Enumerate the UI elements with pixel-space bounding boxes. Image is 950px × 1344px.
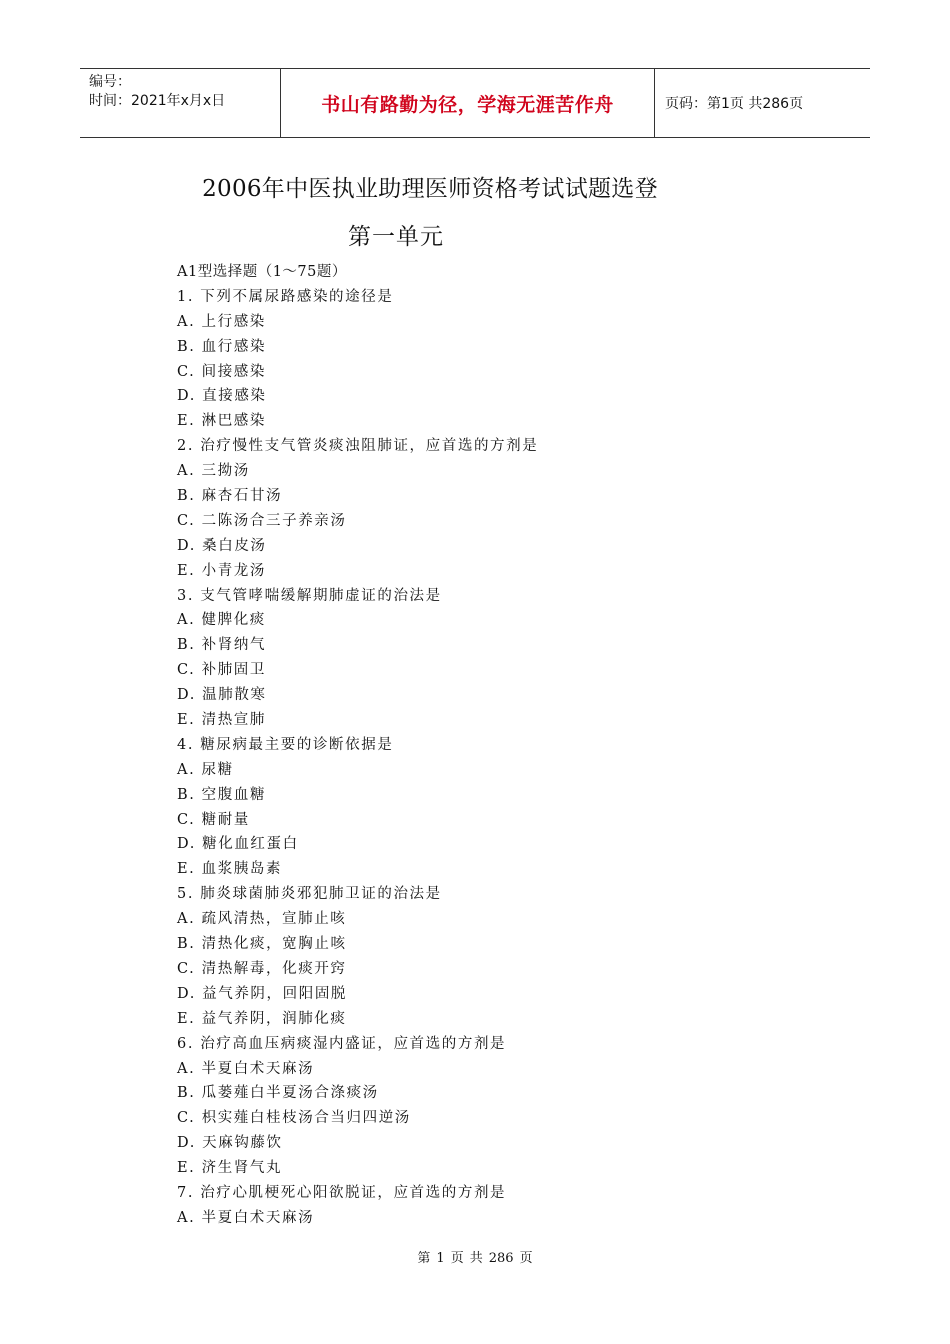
page-footer [0, 1247, 950, 1266]
option-line: A. 三拗汤 [177, 463, 250, 480]
option-line: E. 小青龙汤 [177, 562, 267, 579]
footer-total-unit: 页 [519, 1251, 533, 1266]
number-label: 编号： [89, 74, 131, 90]
header-meta-cell [80, 69, 281, 137]
option-line: E. 淋巴感染 [177, 413, 267, 430]
motto-text: 书山有路勤为径，学海无涯苦作舟 [321, 93, 614, 116]
section-heading: A1型选择题（1～75题） [177, 264, 347, 280]
footer-page-unit: 页 [450, 1251, 464, 1266]
option-line: B. 空腹血糖 [177, 786, 267, 803]
page-label: 页码：第1页 共286页 [665, 96, 804, 112]
option-line: A. 健脾化痰 [177, 612, 266, 629]
footer-total-word: 共 [469, 1251, 483, 1266]
option-line: E. 益气养阴，润肺化痰 [177, 1010, 347, 1027]
option-line: C. 枳实薤白桂枝汤合当归四逆汤 [177, 1110, 411, 1127]
option-line: D. 天麻钩藤饮 [177, 1135, 283, 1152]
document-subtitle: 第一单元 [348, 224, 444, 250]
option-line: B. 麻杏石甘汤 [177, 488, 283, 505]
question-line: 4. 糖尿病最主要的诊断依据是 [177, 736, 394, 753]
option-line: A. 上行感染 [177, 313, 266, 330]
option-line: E. 血浆胰岛素 [177, 861, 283, 878]
option-line: D. 直接感染 [177, 388, 267, 405]
question-line: 1. 下列不属尿路感染的途径是 [177, 288, 394, 305]
option-line: C. 清热解毒，化痰开窍 [177, 960, 347, 977]
option-line: E. 清热宣肺 [177, 712, 267, 729]
option-line: C. 间接感染 [177, 363, 266, 380]
option-line: E. 济生肾气丸 [177, 1160, 283, 1177]
document-title: 2006年中医执业助理医师资格考试试题选登 [202, 176, 658, 202]
question-line: 7. 治疗心肌梗死心阳欲脱证，应首选的方剂是 [177, 1184, 507, 1201]
option-line: C. 二陈汤合三子养亲汤 [177, 512, 347, 529]
option-line: B. 补肾纳气 [177, 637, 267, 654]
option-line: A. 尿糖 [177, 761, 234, 778]
header-page-cell [655, 69, 870, 137]
option-line: D. 糖化血红蛋白 [177, 836, 299, 853]
page-header [80, 68, 870, 138]
option-line: D. 桑白皮汤 [177, 537, 267, 554]
question-line: 2. 治疗慢性支气管炎痰浊阻肺证，应首选的方剂是 [177, 438, 539, 455]
option-line: D. 温肺散寒 [177, 687, 267, 704]
footer-page-word: 第 [417, 1251, 431, 1266]
option-line: A. 半夏白术天麻汤 [177, 1060, 315, 1077]
option-line: A. 疏风清热，宣肺止咳 [177, 911, 347, 928]
option-line: B. 瓜蒌薤白半夏汤合涤痰汤 [177, 1085, 379, 1102]
option-line: B. 清热化痰，宽胸止咳 [177, 936, 347, 953]
option-line: B. 血行感染 [177, 338, 267, 355]
question-content [177, 260, 538, 1231]
footer-page-number: 1 [436, 1251, 445, 1266]
question-line: 3. 支气管哮喘缓解期肺虚证的治法是 [177, 587, 442, 604]
option-line: C. 补肺固卫 [177, 662, 266, 679]
option-line: C. 糖耐量 [177, 811, 250, 828]
header-motto-cell [281, 69, 655, 137]
question-line: 5. 肺炎球菌肺炎邪犯肺卫证的治法是 [177, 886, 442, 903]
footer-total-number: 286 [488, 1251, 514, 1266]
option-line: A. 半夏白术天麻汤 [177, 1209, 315, 1226]
question-line: 6. 治疗高血压病痰湿内盛证，应首选的方剂是 [177, 1035, 507, 1052]
option-line: D. 益气养阴，回阳固脱 [177, 985, 348, 1002]
time-label: 时间：2021年x月x日 [89, 93, 226, 109]
